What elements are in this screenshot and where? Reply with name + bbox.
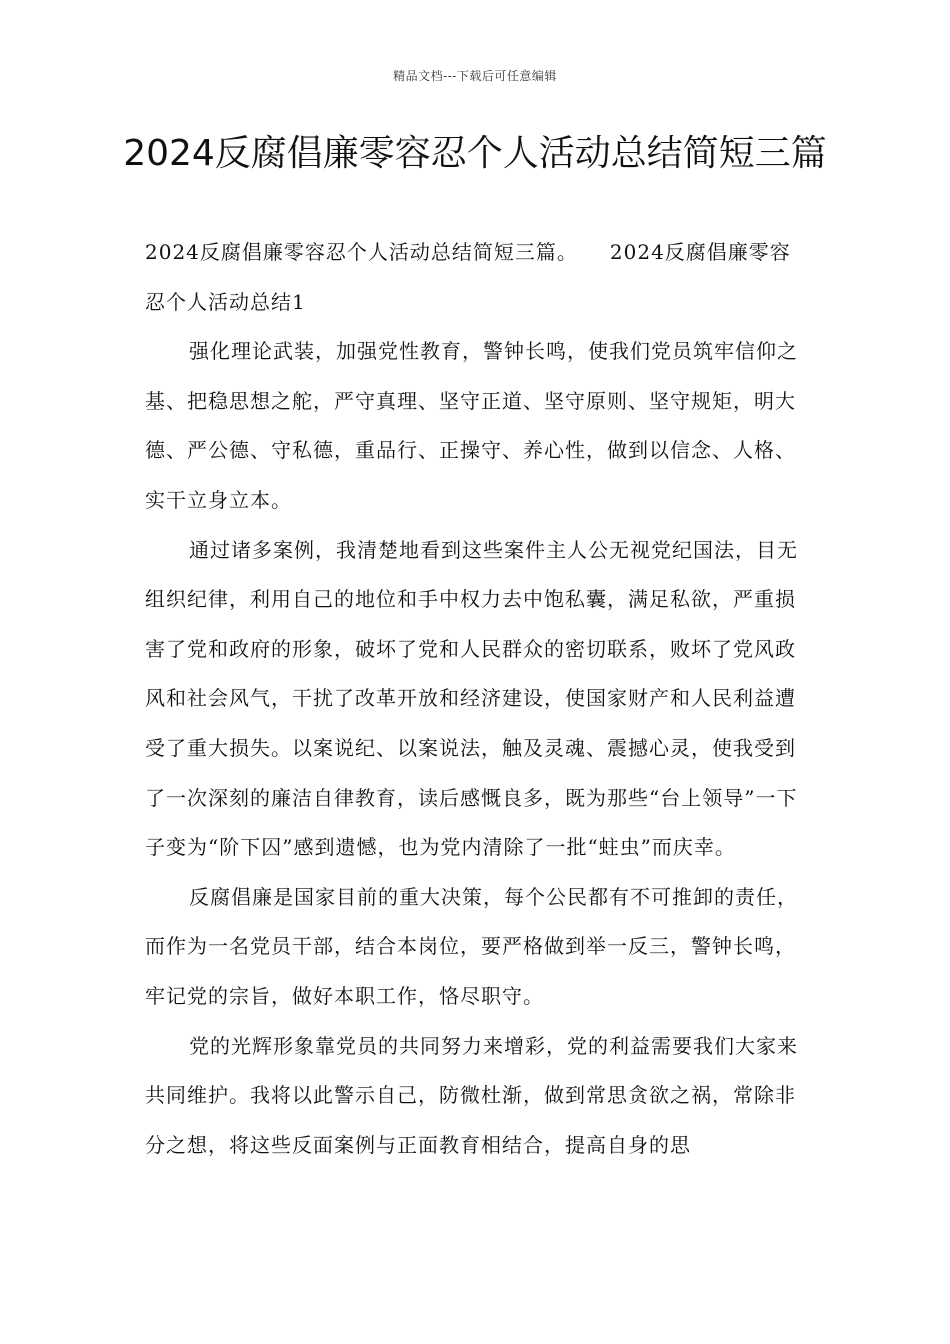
document-body — [145, 228, 810, 1170]
body-paragraph-2: 通过诸多案例，我清楚地看到这些案件主人公无视党纪国法，目无组织纪律，利用自己的地位和手中权力去中饱私囊，满足私欲，严重损害了党和政府的形象，破坏了党和人民群众的密切联系，败坏了党风政风和社会风气，干扰了改革开放和经济建设，使国家财产和人民利益遭受了重大损失。以案说纪、以案说法，触及灵魂、震撼心灵，使我受到了一次深刻的廉洁自律教育，读后感慨良多，既为那些“台上领导”一下子变为“阶下囚”感到遗憾，也为党内清除了一批“蛀虫”而庆幸。 — [145, 537, 798, 860]
header-note: 精品文档---下载后可任意编辑 — [393, 69, 557, 83]
document-title: 2024反腐倡廉零容忍个人活动总结简短三篇 — [123, 133, 827, 174]
body-paragraph-3: 反腐倡廉是国家目前的重大决策，每个公民都有不可推卸的责任，而作为一名党员干部，结合本岗位，要严格做到举一反三，警钟长鸣，牢记党的宗旨，做好本职工作，恪尽职守。 — [145, 884, 798, 1008]
body-paragraph-1: 强化理论武装，加强党性教育，警钟长鸣，使我们党员筑牢信仰之基、把稳思想之舵，严守真理、坚守正道、坚守原则、坚守规矩，明大德、严公德、守私德，重品行、正操守、养心性，做到以信念、人格、实干立身立本。 — [145, 339, 798, 512]
intro-paragraph: 2024反腐倡廉零容忍个人活动总结简短三篇。 2024反腐倡廉零容忍个人活动总结1 — [145, 240, 791, 314]
body-paragraph-4: 党的光辉形象靠党员的共同努力来增彩，党的利益需要我们大家来共同维护。我将以此警示自己，防微杜渐，做到常思贪欲之祸，常除非分之想，将这些反面案例与正面教育相结合，提高自身的思 — [145, 1033, 798, 1157]
